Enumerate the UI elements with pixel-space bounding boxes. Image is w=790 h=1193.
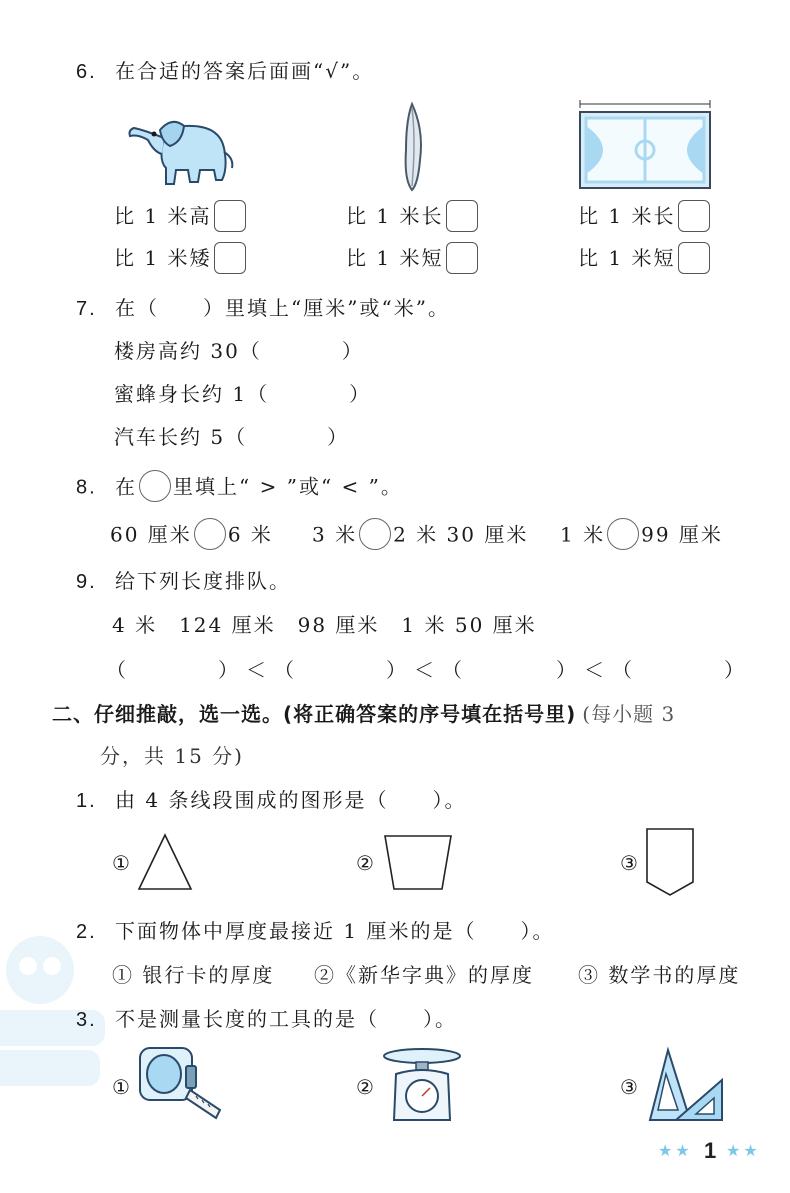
q6-option-2a: 比 1 米长 [346,204,444,228]
q6-option-3b: 比 1 米短 [578,246,676,270]
q9-answer-blank-2[interactable] [298,657,378,683]
q9-paren-open-2: （ [274,658,296,682]
bean-pod-illustration [398,100,428,194]
q6-checkbox-3b[interactable] [678,242,710,274]
q6-title: 6. 在合适的答案后面画“√”。 [76,59,375,83]
q9-paren-close-2: ） [386,658,408,682]
q8-compare-circle-3[interactable] [607,518,639,550]
s2-question: 2. 下面物体中厚度最接近 1 厘米的是（ ）。 [76,919,555,943]
s3-question: 3. 不是测量长度的工具的是（ ）。 [76,1007,458,1031]
scale-icon [380,1046,464,1126]
page-number: 1 [704,1138,717,1163]
q8-item-2: 3 米 2 米 30 厘米 [312,520,528,552]
s2-option-1[interactable]: ① 银行卡的厚度 [112,963,275,987]
q8-title: 8. 在 里填上“ > ”或“ < ”。 [76,472,403,504]
q9-paren-open-3: （ [442,658,464,682]
q9-values: 4 米 124 厘米 98 厘米 1 米 50 厘米 [112,613,537,637]
q7-item-1: 楼房高约 30（ ） [114,339,364,363]
q6-option-1a: 比 1 米高 [114,204,212,228]
q8-item-3: 1 米 99 厘米 [560,520,723,552]
s1-question: 1. 由 4 条线段围成的图形是（ ）。 [76,788,467,812]
q6-option-1b: 比 1 米矮 [114,246,212,270]
s1-option-1-label[interactable]: ① [112,851,132,875]
q8-compare-circle-2[interactable] [359,518,391,550]
q6-checkbox-3a[interactable] [678,200,710,232]
s2-option-2[interactable]: ②《新华字典》的厚度 [314,963,534,987]
q8-item-1: 60 厘米 6 米 [110,520,273,552]
elephant-illustration [124,108,240,192]
q9-less-than-3: ＜ [584,658,606,682]
q9-paren-close-3: ） [556,658,578,682]
section2-heading: 二、仔细推敲，选一选。(将正确答案的序号填在括号里) (每小题 3 [52,702,676,726]
q6-checkbox-2b[interactable] [446,242,478,274]
set-square-icon [646,1046,726,1124]
s3-option-1-label[interactable]: ① [112,1075,132,1099]
footer-stars-right: ★★ [726,1141,761,1160]
q9-paren-open-4: （ [612,658,634,682]
q9-paren-open-1: （ [106,658,128,682]
footer-stars-left: ★★ [658,1141,693,1160]
basketball-court-illustration [576,98,714,192]
q8-example-circle [139,470,171,502]
q6-checkbox-1b[interactable] [214,242,246,274]
q9-less-than-1: ＜ [246,658,268,682]
q9-title: 9. 给下列长度排队。 [76,569,292,593]
q9-paren-close-4: ） [724,658,746,682]
triangle-shape [136,832,194,892]
pentagon-shape [644,826,696,898]
section2-heading-cont: 分，共 15 分) [100,744,244,768]
s1-option-3-label[interactable]: ③ [620,851,640,875]
tape-measure-icon [136,1044,226,1124]
s1-option-2-label[interactable]: ② [356,851,376,875]
q7-item-2: 蜜蜂身长约 1（ ） [114,382,372,406]
q9-less-than-2: ＜ [414,658,436,682]
s3-option-3-label[interactable]: ③ [620,1075,640,1099]
s3-option-2-label[interactable]: ② [356,1075,376,1099]
q7-title: 7. 在（ ）里填上“厘米”或“米”。 [76,296,450,320]
q6-option-2b: 比 1 米短 [346,246,444,270]
q9-answer-blank-3[interactable] [466,657,546,683]
q9-answer-blank-1[interactable] [130,657,210,683]
q6-checkbox-2a[interactable] [446,200,478,232]
trapezoid-shape [382,832,454,892]
q6-option-3a: 比 1 米长 [578,204,676,228]
s2-option-3[interactable]: ③ 数学书的厚度 [578,963,741,987]
q9-paren-close-1: ） [218,658,240,682]
q7-item-3: 汽车长约 5（ ） [114,425,350,449]
q8-compare-circle-1[interactable] [194,518,226,550]
q6-checkbox-1a[interactable] [214,200,246,232]
q9-answer-blank-4[interactable] [636,657,716,683]
